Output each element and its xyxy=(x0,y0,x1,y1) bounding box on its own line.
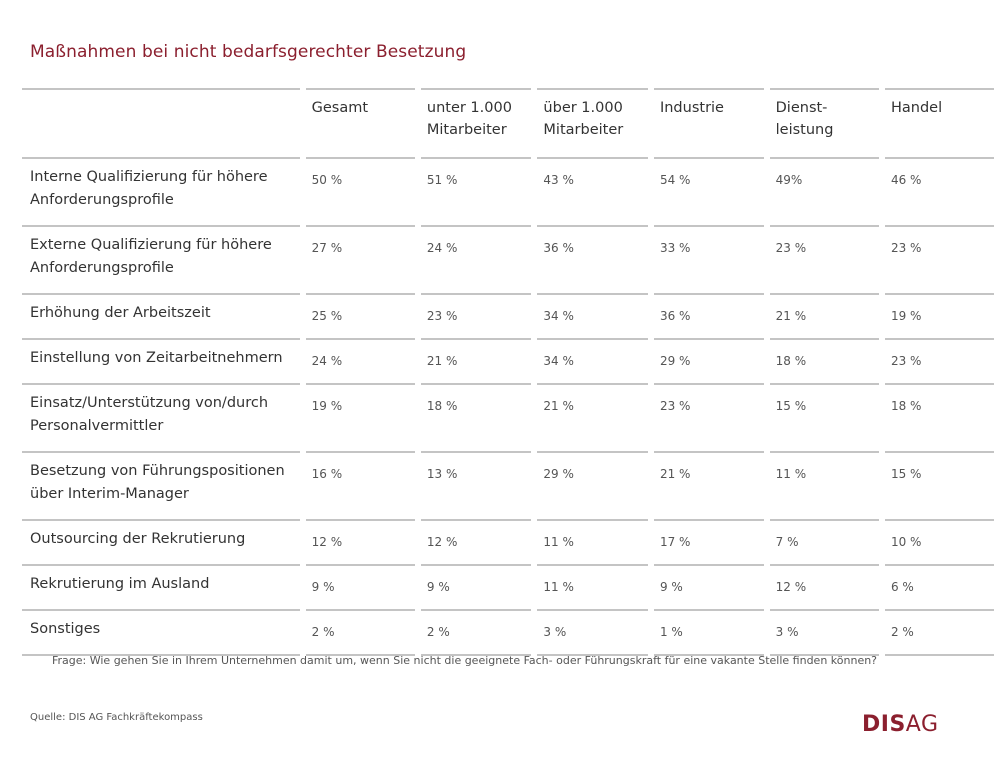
column-header-line: Mitarbeiter xyxy=(543,122,624,138)
value-cell: 29 % xyxy=(654,340,764,385)
table-row xyxy=(22,340,994,385)
value-cell: 12 % xyxy=(306,521,415,566)
row-label-line: Outsourcing der Rekrutierung xyxy=(30,531,246,547)
value-cell: 51 % xyxy=(421,159,532,227)
value-cell: 54 % xyxy=(654,159,764,227)
column-header-line: Industrie xyxy=(659,100,724,116)
source-note: Quelle: DIS AG Fachkräftekompass xyxy=(30,712,203,723)
row-label xyxy=(22,566,300,611)
value-cell: 12 % xyxy=(421,521,532,566)
value-cell: 2 % xyxy=(306,611,415,656)
value-cell: 9 % xyxy=(421,566,532,611)
value-cell: 1 % xyxy=(654,611,764,656)
value-cell: 23 % xyxy=(885,227,994,295)
value-cell: 21 % xyxy=(537,385,648,453)
value-cell: 24 % xyxy=(306,340,415,385)
column-header-line: über 1.000 xyxy=(543,100,623,116)
data-table xyxy=(16,88,1000,656)
column-header xyxy=(537,88,648,159)
value-cell: 25 % xyxy=(306,295,415,340)
value-cell: 2 % xyxy=(885,611,994,656)
row-label xyxy=(22,295,300,340)
row-label-line: Besetzung von Führungspositionen xyxy=(30,463,285,479)
value-cell: 24 % xyxy=(421,227,532,295)
row-label-line: Interne Qualifizierung für höhere xyxy=(30,169,268,185)
value-cell: 36 % xyxy=(654,295,764,340)
value-cell: 15 % xyxy=(770,385,879,453)
row-label-line: Erhöhung der Arbeitszeit xyxy=(30,305,211,321)
value-cell: 11 % xyxy=(537,566,648,611)
row-label-line: Sonstiges xyxy=(30,621,101,637)
row-label-line: Personalvermittler xyxy=(30,418,164,434)
column-header-line: unter 1.000 xyxy=(426,100,512,116)
value-cell: 2 % xyxy=(421,611,532,656)
row-label-line: Rekrutierung im Ausland xyxy=(30,576,210,592)
row-label-line: Anforderungsprofile xyxy=(30,192,174,208)
table-row xyxy=(22,453,994,521)
value-cell: 21 % xyxy=(770,295,879,340)
value-cell: 23 % xyxy=(770,227,879,295)
table-row xyxy=(22,385,994,453)
row-label xyxy=(22,611,300,656)
column-header-line: Handel xyxy=(890,100,943,116)
value-cell: 11 % xyxy=(770,453,879,521)
survey-question: Frage: Wie gehen Sie in Ihrem Unternehmen damit um, wenn Sie nicht die geeignete Fach- oder Führungskraft für eine vakante Stelle finden können? xyxy=(52,654,878,667)
column-header xyxy=(306,88,415,159)
value-cell: 34 % xyxy=(537,295,648,340)
value-cell: 9 % xyxy=(306,566,415,611)
value-cell: 33 % xyxy=(654,227,764,295)
value-cell: 10 % xyxy=(885,521,994,566)
column-header-line: Mitarbeiter xyxy=(426,122,507,138)
row-label-line: Externe Qualifizierung für höhere xyxy=(30,237,272,253)
value-cell: 13 % xyxy=(421,453,532,521)
table-row xyxy=(22,521,994,566)
table-header-row xyxy=(22,88,994,159)
page-title: Maßnahmen bei nicht bedarfsgerechter Besetzung xyxy=(30,42,467,62)
logo-rest: AG xyxy=(905,712,939,737)
value-cell: 18 % xyxy=(885,385,994,453)
table-row xyxy=(22,295,994,340)
value-cell: 46 % xyxy=(885,159,994,227)
value-cell: 36 % xyxy=(537,227,648,295)
value-cell: 29 % xyxy=(537,453,648,521)
table-row xyxy=(22,611,994,656)
row-label xyxy=(22,340,300,385)
value-cell: 23 % xyxy=(885,340,994,385)
value-cell: 15 % xyxy=(885,453,994,521)
value-cell: 6 % xyxy=(885,566,994,611)
column-header xyxy=(885,88,994,159)
value-cell: 34 % xyxy=(537,340,648,385)
column-header xyxy=(654,88,764,159)
value-cell: 3 % xyxy=(770,611,879,656)
row-label xyxy=(22,453,300,521)
value-cell: 9 % xyxy=(654,566,764,611)
value-cell: 27 % xyxy=(306,227,415,295)
column-header xyxy=(770,88,879,159)
value-cell: 16 % xyxy=(306,453,415,521)
header-label-cell xyxy=(22,88,300,159)
row-label-line: über Interim-Manager xyxy=(30,486,189,502)
row-label-line: Einsatz/Unterstützung von/durch xyxy=(30,395,269,411)
row-label-line: Anforderungsprofile xyxy=(30,260,174,276)
value-cell: 21 % xyxy=(421,340,532,385)
value-cell: 23 % xyxy=(654,385,764,453)
value-cell: 12 % xyxy=(770,566,879,611)
value-cell: 18 % xyxy=(421,385,532,453)
value-cell: 43 % xyxy=(537,159,648,227)
column-header-line: Gesamt xyxy=(311,100,369,116)
table-row xyxy=(22,566,994,611)
value-cell: 23 % xyxy=(421,295,532,340)
value-cell: 19 % xyxy=(885,295,994,340)
table-row xyxy=(22,159,994,227)
logo-bold: DIS xyxy=(862,712,906,737)
row-label-line: Einstellung von Zeitarbeitnehmern xyxy=(30,350,283,366)
column-header xyxy=(421,88,532,159)
value-cell: 18 % xyxy=(770,340,879,385)
dis-ag-logo xyxy=(862,712,939,737)
table-row xyxy=(22,227,994,295)
value-cell: 7 % xyxy=(770,521,879,566)
value-cell: 19 % xyxy=(306,385,415,453)
value-cell: 3 % xyxy=(537,611,648,656)
value-cell: 21 % xyxy=(654,453,764,521)
value-cell: 11 % xyxy=(537,521,648,566)
value-cell: 49% xyxy=(770,159,879,227)
value-cell: 50 % xyxy=(306,159,415,227)
row-label xyxy=(22,521,300,566)
column-header-line: Dienst- xyxy=(775,100,828,116)
row-label xyxy=(22,159,300,227)
value-cell: 17 % xyxy=(654,521,764,566)
row-label xyxy=(22,385,300,453)
row-label xyxy=(22,227,300,295)
column-header-line: leistung xyxy=(775,122,834,138)
